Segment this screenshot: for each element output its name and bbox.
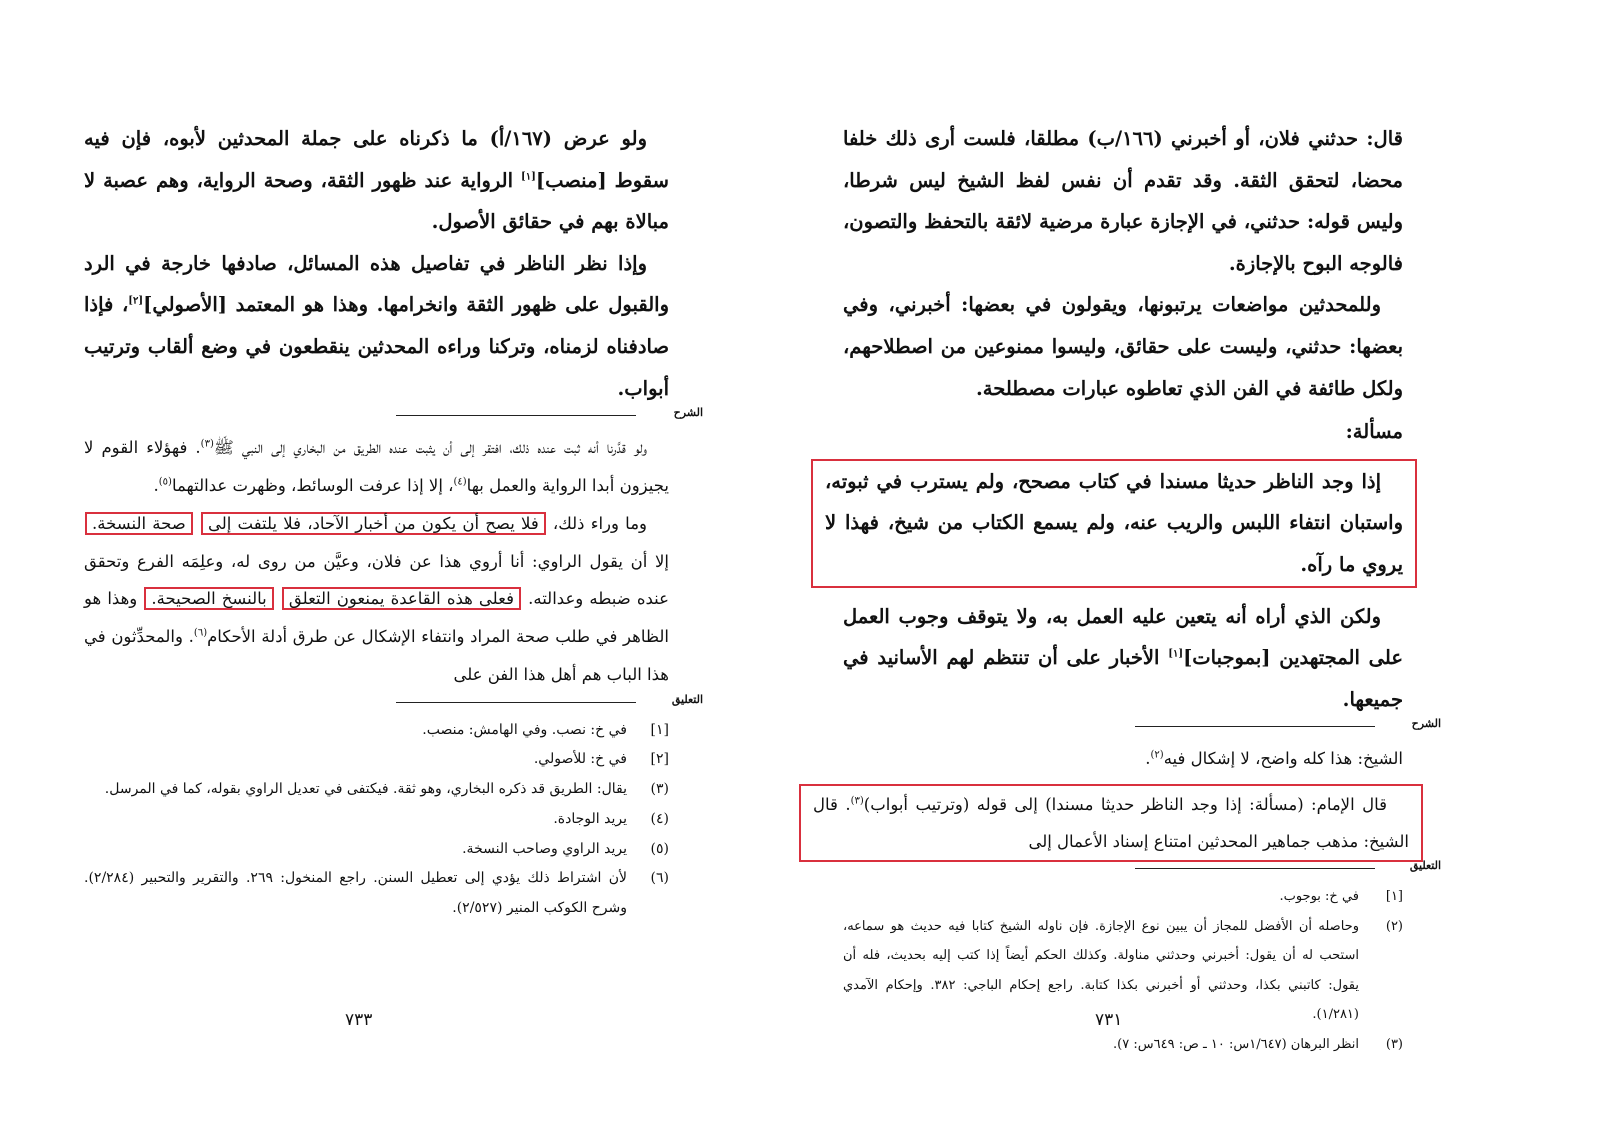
left-sharh-divider — [84, 406, 703, 429]
footnote-text: يريد الراوي وصاحب النسخة. — [462, 840, 627, 857]
sharh-label: الشرح — [673, 406, 703, 420]
right-notes-divider — [843, 859, 1441, 882]
left-sharh — [84, 429, 669, 694]
right-main-paragraph-1: قال: حدثني فلان، أو أخبرني (١٦٦/ب) مطلقا، فلست أرى ذلك خلفا محضا، لتحقق الثقة. وقد تقدم أن نفس لفظ الشيخ ليس شرطا، وليس قوله: حدثني، في الإجازة عبارة مرضية لائقة بالتحفظ والتصون، فالوجه البوح بالإجازة. — [843, 127, 1403, 275]
left-page — [84, 118, 703, 924]
left-sharh-paragraph-1: ولو قدَّرنا أنه ثبت عنده ذلك، افتقر إلى أن يثبت عنده الطريق من البخاري إلى النبي ﷺ$^{(٣)}$. فهؤلاء القوم لا يجيزون أبدا الرواية والعمل بها$^{(٤)}$، إلا إذا عرفت الوسائط، وظهرت عدالتهما$^{(٥)}$. — [84, 438, 669, 495]
footnote-number: (٤) — [650, 810, 669, 827]
page-number-right: ٧٣١ — [1095, 1010, 1123, 1030]
boxed-sharh-paragraph: قال الإمام: (مسألة: إذا وجد الناظر حديثا مسندا) إلى قوله (وترتيب أبواب)$^{(٣)}$. قال الشيخ: مذهب جماهير المحدثين امتناع إسناد الأعمال إلى — [813, 795, 1409, 852]
notes-label: التعليق — [1409, 859, 1441, 873]
right-sharh-divider — [843, 717, 1441, 740]
left-sharh-paragraph-2 — [84, 505, 669, 694]
highlight-box: صحة النسخة. — [85, 512, 193, 535]
footnote-text: يريد الوجادة. — [553, 810, 627, 827]
sharh-label: الشرح — [1411, 717, 1441, 731]
highlight-box-main — [811, 459, 1417, 588]
right-main-paragraph-3: ولكن الذي أراه أنه يتعين عليه العمل به، ولا يتوقف وجوب العمل على المجتهدين [بموجبات][١] الأخبار على أن تنتظم لهم الأسانيد في جميعها. — [843, 604, 1403, 711]
highlight-box: بالنسخ الصحيحة. — [144, 587, 273, 610]
left-main-text — [84, 118, 669, 409]
right-main-paragraph-2: وللمحدثين مواضعات يرتبونها، ويقولون في بعضها: أخبرني، وفي بعضها: حدثني، وليست على حقائق، وليسوا ممنوعين من اصطلاحهم، ولكل طائفة في الفن الذي تعاطوه عبارات مصطلحة. — [843, 293, 1403, 400]
footnote — [843, 1030, 1403, 1060]
left-footnotes — [84, 716, 669, 924]
footnote-number: [١] — [1385, 889, 1403, 905]
footnote-number: (٣) — [650, 781, 669, 798]
left-main-paragraph-2: وإذا نظر الناظر في تفاصيل هذه المسائل، صادفها خارجة في الرد والقبول على ظهور الثقة وانخرامها. وهذا هو المعتمد [الأصولي][٢]، فإذا صادفناه لزمناه، وتركنا وراءه المحدثين ينقطعون في وضع ألقاب وترتيب أبواب. — [84, 251, 669, 400]
footnote-number: (٣) — [1385, 1037, 1403, 1053]
right-main-text — [825, 118, 1403, 720]
sharh-text: وما وراء ذلك، — [552, 513, 648, 533]
footnote — [843, 912, 1403, 1030]
footnote-number: [٢] — [650, 751, 669, 768]
footnote-text: يقال: الطريق قد ذكره البخاري، وهو ثقة. فيكتفى في تعديل الراوي بقوله، كما في المرسل. — [104, 781, 627, 798]
footnote-number: (٦) — [650, 870, 669, 887]
left-notes-divider — [84, 692, 703, 716]
sharh-text: إلا أن يقول الراوي: أنا أروي هذا عن فلان، وعيَّن من روى له، وعلِمَه الفرع وتحقق عنده ضبطه وعدالته. — [84, 551, 669, 609]
left-main-paragraph-1: ولو عرض (١٦٧/أ) ما ذكرناه على جملة المحدثين لأبوه، فإن فيه سقوط [منصب][١] الرواية عند ظهور الثقة، وصحة الرواية، وهم عصبة لا مبالاة بهم في حقائق الأصول. — [84, 127, 669, 234]
right-sharh — [813, 740, 1409, 862]
footnote — [84, 835, 669, 865]
right-page — [813, 118, 1441, 1060]
masala-heading: مسألة: — [1345, 420, 1403, 444]
footnote — [84, 775, 669, 805]
footnote-number: (٢) — [1385, 918, 1403, 934]
notes-label: التعليق — [671, 692, 703, 706]
footnote-text: وحاصله أن الأفضل للمجاز أن يبين نوع الإجازة. فإن ناوله الشيخ كتابا فيه حديث هو سماعه، استحب له أن يقول: أخبرني وحدثني مناولة. وكذلك الحكم أيضاً إذا كتب إليه بحديث، فله أن يقول: كاتبني بكذا، وحدثني أو أخبرني بكذا كتابة. راجع إحكام الباجي: ٣٨٢. وإحكام الآمدي (١/٢٨١). — [843, 918, 1359, 1023]
footnote — [843, 882, 1403, 912]
footnote-text: انظر البرهان (١/٦٤٧س: ١٠ ـ ص: ٦٤٩س: ٧). — [1113, 1037, 1359, 1053]
footnote — [84, 745, 669, 775]
boxed-main-paragraph: إذا وجد الناظر حديثا مسندا في كتاب مصحح، ولم يسترب في ثبوته، واستبان انتفاء اللبس والريب عنه، ولم يسمع الكتاب من شيخ، فهذا لا يروي ما رآه. — [825, 469, 1403, 576]
footnote-text: في خ: بوجوب. — [1279, 889, 1359, 905]
footnote — [84, 716, 669, 746]
footnote-number: (٥) — [650, 840, 669, 857]
footnote-text: في خ: نصب. وفي الهامش: منصب. — [422, 721, 627, 738]
page-number-left: ٧٣٣ — [345, 1010, 373, 1030]
footnote-number: [١] — [650, 721, 669, 738]
footnote — [84, 805, 669, 835]
highlight-box: فعلى هذه القاعدة يمنعون التعلق — [282, 587, 521, 610]
footnote — [84, 864, 669, 923]
sharh-text: وهذا هو الظاهر في طلب صحة المراد وانتفاء الإشكال عن طرق أدلة الأحكام$^{(٦)}$. والمحدِّثون في هذا الباب هم أهل هذا الفن على — [84, 589, 669, 684]
highlight-box: فلا يصح أن يكون من أخبار الآحاد، فلا يلتفت إلى — [201, 512, 546, 535]
right-footnotes — [843, 882, 1403, 1060]
highlight-box-sharh — [799, 784, 1423, 862]
right-sharh-paragraph-1: الشيخ: هذا كله واضح، لا إشكال فيه$^{(٢)}$. — [1145, 749, 1403, 769]
footnote-text: في خ: للأصولي. — [533, 751, 627, 768]
footnote-text: لأن اشتراط ذلك يؤدي إلى تعطيل السنن. راجع المنخول: ٢٦٩. والتقرير والتحبير (٢/٢٨٤). وشرح الكوكب المنير (٢/٥٢٧). — [84, 870, 628, 916]
